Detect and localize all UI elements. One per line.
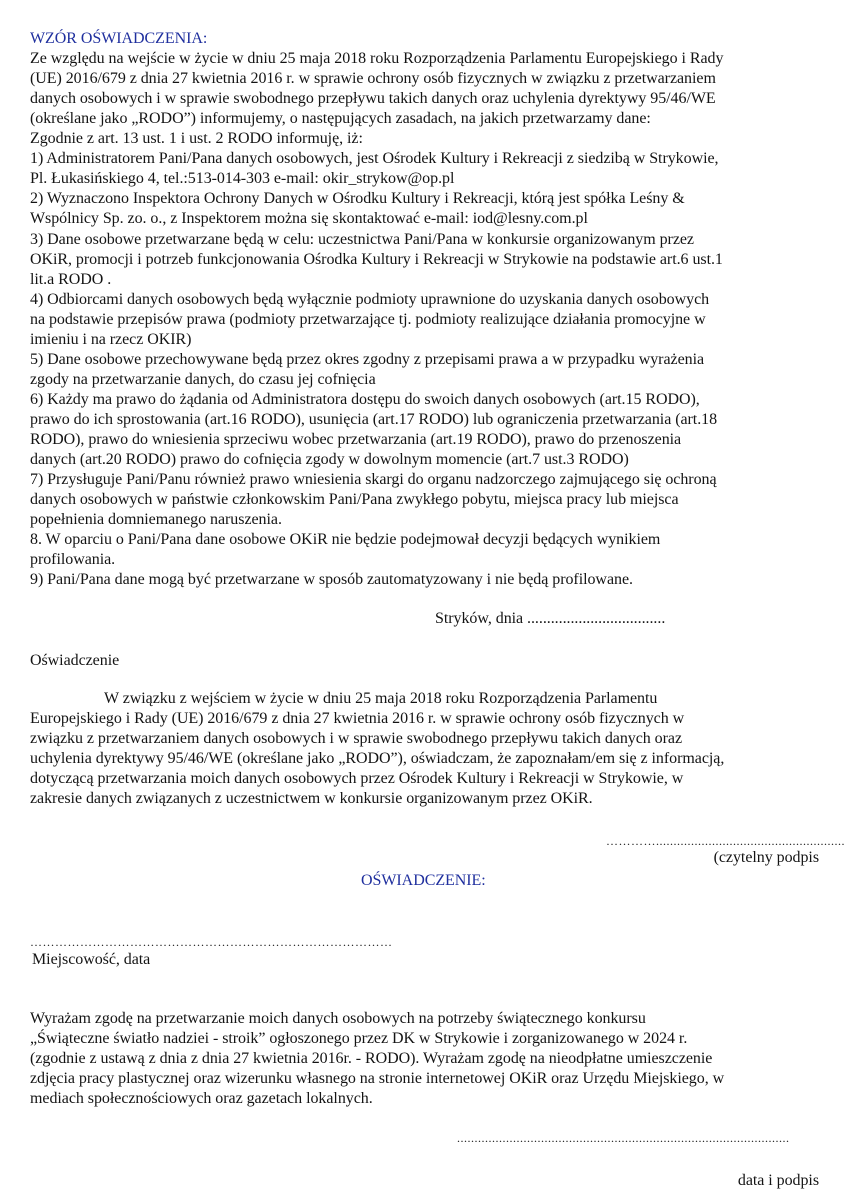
statement-line: związku z przetwarzaniem danych osobowych i w sprawie swobodnego przepływu takich danych oraz	[30, 730, 682, 747]
point-6-line: 6) Każdy ma prawo do żądania od Administratora dostępu do swoich danych osobowych (art.15 RODO),	[30, 391, 700, 408]
signature-label: (czytelny podpis	[713, 849, 819, 866]
point-6-line: danych (art.20 RODO) prawo do cofnięcia zgody w dowolnym momencie (art.7 ust.3 RODO)	[30, 451, 629, 468]
document-heading: WZÓR OŚWIADCZENIA:	[30, 30, 208, 47]
statement-label: Oświadczenie	[30, 652, 120, 669]
point-7-line: popełnienia domniemanego naruszenia.	[30, 511, 282, 528]
point-3-line: OKiR, promocji i potrzeb funkcjonowania Ośrodka Kultury i Rekreacji w Strykowie na podstawie art.6 ust.1	[30, 251, 723, 268]
intro-line: (określane jako „RODO”) informujemy, o następujących zasadach, na jakich przetwarzamy dane:	[30, 110, 651, 127]
point-2-line: Wspólnicy Sp. zo. o., z Inspektorem można się skontaktować e-mail: iod@lesny.com.pl	[30, 210, 588, 227]
statement-heading: OŚWIADCZENIE:	[361, 872, 486, 889]
point-5-line: 5) Dane osobowe przechowywane będą przez okres zgodny z przepisami prawa a w przypadku wyrażenia	[30, 351, 705, 368]
date-signature-label: data i podpis	[737, 1172, 819, 1189]
intro-line: (UE) 2016/679 z dnia 27 kwietnia 2016 r. w sprawie ochrony osób fizycznych w związku z przetwarzaniem	[30, 70, 716, 87]
consent-line: zdjęcia pracy plastycznej oraz wizerunku własnego na stronie internetowej OKiR oraz Urzędu Miejskiego, w	[30, 1070, 725, 1087]
point-4-line: imieniu i na rzecz OKIR)	[30, 331, 192, 348]
consent-line: mediach społecznościowych oraz gazetach lokalnych.	[30, 1090, 373, 1107]
signature-dotted-line-2: ...............................................................................................	[457, 1131, 790, 1145]
intro-line: Ze względu na wejście w życie w dniu 25 maja 2018 roku Rozporządzenia Parlamentu Europejskiego i Rady	[30, 50, 724, 67]
consent-line: Wyrażam zgodę na przetwarzanie moich danych osobowych na potrzeby świątecznego konkursu	[30, 1010, 646, 1027]
point-9-line: 9) Pani/Pana dane mogą być przetwarzane w sposób zautomatyzowany i nie będą profilowane.	[30, 571, 633, 588]
place-label: Miejscowość, data	[32, 951, 151, 968]
consent-line: (zgodnie z ustawą z dnia z dnia 27 kwietnia 2016r. - RODO). Wyrażam zgodę na nieodpłatne umieszczenie	[30, 1050, 713, 1067]
consent-line: „Świąteczne światło nadziei - stroik” ogłoszonego przez DK w Strykowie i zorganizowanego w 2024 r.	[30, 1030, 688, 1047]
point-1-line: 1) Administratorem Pani/Pana danych osobowych, jest Ośrodek Kultury i Rekreacji z siedzibą w Strykowie,	[30, 150, 719, 167]
point-8-line: 8. W oparciu o Pani/Pana dane osobowe OKiR nie będzie podejmował decyzji będących wynikiem	[30, 531, 661, 548]
point-6-line: prawo do ich sprostowania (art.16 RODO), usunięcia (art.17 RODO) lub ograniczenia przetwarzania (art.18	[30, 411, 718, 428]
point-8-line: profilowania.	[30, 551, 116, 568]
point-4-line: 4) Odbiorcami danych osobowych będą wyłącznie podmioty uprawnione do uzyskania danych osobowych	[30, 291, 710, 308]
signature-dotted-line: …………......................................................	[606, 834, 845, 848]
place-dotted-line: ……………………………………………………………………………	[30, 935, 393, 949]
statement-line: W związku z wejściem w życie w dniu 25 maja 2018 roku Rozporządzenia Parlamentu	[104, 690, 658, 707]
intro-line: danych osobowych i w sprawie swobodnego przepływu takich danych oraz uchylenia dyrektywy 95/46/WE	[30, 90, 716, 107]
point-4-line: na podstawie przepisów prawa (podmioty przetwarzające tj. podmioty realizujące działania promocyjne w	[30, 311, 706, 328]
statement-line: uchylenia dyrektywy 95/46/WE (określane jako „RODO”), oświadczam, że zapoznałam/em się z informacją,	[30, 750, 725, 767]
statement-line: zakresie danych związanych z uczestnictwem w konkursie organizowanym przez OKiR.	[30, 790, 593, 807]
point-7-line: danych osobowych w państwie członkowskim Pani/Pana zwykłego pobytu, miejsca pracy lub miejsca	[30, 491, 679, 508]
intro-line: Zgodnie z art. 13 ust. 1 i ust. 2 RODO informuję, iż:	[30, 130, 363, 147]
point-5-line: zgody na przetwarzanie danych, do czasu jej cofnięcia	[30, 371, 376, 388]
point-3-line: 3) Dane osobowe przetwarzane będą w celu: uczestnictwa Pani/Pana w konkursie organizowanym przez	[30, 231, 694, 248]
place-date-line: Stryków, dnia ...................................	[435, 610, 666, 627]
point-3-line: lit.a RODO .	[30, 271, 112, 288]
point-1-line: Pl. Łukasińskiego 4, tel.:513-014-303 e-mail: okir_strykow@op.pl	[30, 170, 455, 187]
statement-line: Europejskiego i Rady (UE) 2016/679 z dnia 27 kwietnia 2016 r. w sprawie ochrony osób fizycznych w	[30, 710, 685, 727]
statement-line: dotyczącą przetwarzania moich danych osobowych przez Ośrodek Kultury i Rekreacji w Strykowie, w	[30, 770, 684, 787]
point-6-line: RODO), prawo do wniesienia sprzeciwu wobec przetwarzania (art.19 RODO), prawo do przenoszenia	[30, 431, 682, 448]
point-7-line: 7) Przysługuje Pani/Panu również prawo wniesienia skargi do organu nadzorczego zajmującego się ochroną	[30, 471, 717, 488]
point-2-line: 2) Wyznaczono Inspektora Ochrony Danych w Ośrodku Kultury i Rekreacji, którą jest spółka Leśny &	[30, 190, 685, 207]
